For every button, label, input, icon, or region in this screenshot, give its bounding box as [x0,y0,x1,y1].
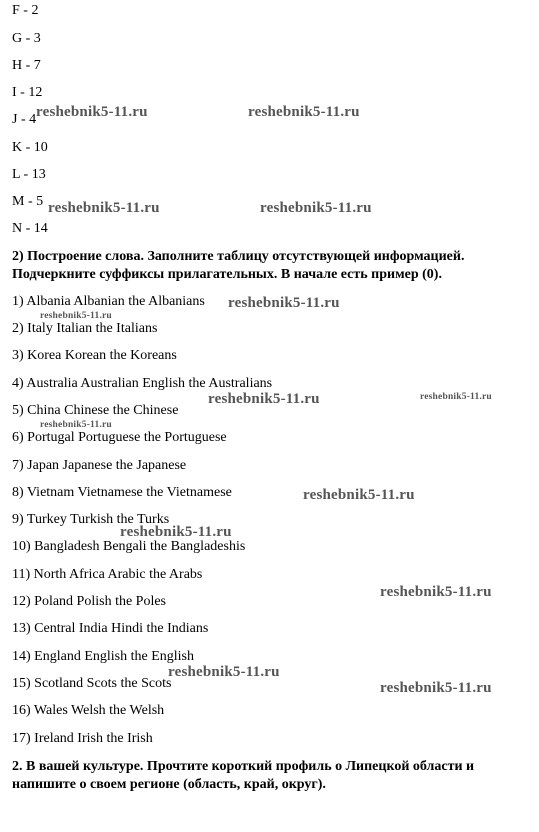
answer-item: I - 12 [12,85,43,100]
task3-heading-line1: 2. В вашей культуре. Прочтите короткий профиль о Липецкой области и [12,759,475,774]
watermark: reshebnik5-11.ru [420,392,492,402]
watermark: reshebnik5-11.ru [228,295,340,311]
watermark: reshebnik5-11.ru [40,420,112,430]
list-item: 7) Japan Japanese the Japanese [12,458,187,473]
list-item: 8) Vietnam Vietnamese the Vietnamese [12,485,232,500]
watermark: reshebnik5-11.ru [303,487,415,503]
answer-item: L - 13 [12,167,46,182]
watermark: reshebnik5-11.ru [48,200,160,216]
list-item: 3) Korea Korean the Koreans [12,348,177,363]
list-item: 5) China Chinese the Chinese [12,403,179,418]
list-item: 6) Portugal Portuguese the Portuguese [12,430,227,445]
watermark: reshebnik5-11.ru [40,311,112,321]
watermark: reshebnik5-11.ru [380,584,492,600]
answer-item: H - 7 [12,58,41,73]
task3-heading-line2: напишите о своем регионе (область, край, округ). [12,777,326,792]
list-item: 15) Scotland Scots the Scots [12,676,172,691]
answer-item: F - 2 [12,3,39,18]
task2-heading-line2: Подчеркните суффиксы прилагательных. В начале есть пример (0). [12,267,442,282]
answer-item: J - 4 [12,112,37,127]
watermark: reshebnik5-11.ru [168,664,280,680]
answer-item: N - 14 [12,221,48,236]
list-item: 13) Central India Hindi the Indians [12,621,209,636]
list-item: 1) Albania Albanian the Albanians [12,294,205,309]
answer-item: G - 3 [12,31,41,46]
answer-item: M - 5 [12,194,44,209]
list-item: 11) North Africa Arabic the Arabs [12,567,203,582]
watermark: reshebnik5-11.ru [380,680,492,696]
list-item: 9) Turkey Turkish the Turks [12,512,170,527]
list-item: 14) England English the English [12,649,194,664]
list-item: 12) Poland Polish the Poles [12,594,167,609]
list-item: 17) Ireland Irish the Irish [12,731,153,746]
list-item: 10) Bangladesh Bengali the Bangladeshis [12,539,246,554]
watermark: reshebnik5-11.ru [208,391,320,407]
watermark: reshebnik5-11.ru [248,104,360,120]
list-item: 16) Wales Welsh the Welsh [12,703,165,718]
answer-item: K - 10 [12,140,48,155]
watermark: reshebnik5-11.ru [36,104,148,120]
list-item: 2) Italy Italian the Italians [12,321,158,336]
list-item: 4) Australia Australian English the Australians [12,376,273,391]
task2-heading-line1: 2) Построение слова. Заполните таблицу отсутствующей информацией. [12,249,465,264]
watermark: reshebnik5-11.ru [260,200,372,216]
watermark: reshebnik5-11.ru [120,524,232,540]
